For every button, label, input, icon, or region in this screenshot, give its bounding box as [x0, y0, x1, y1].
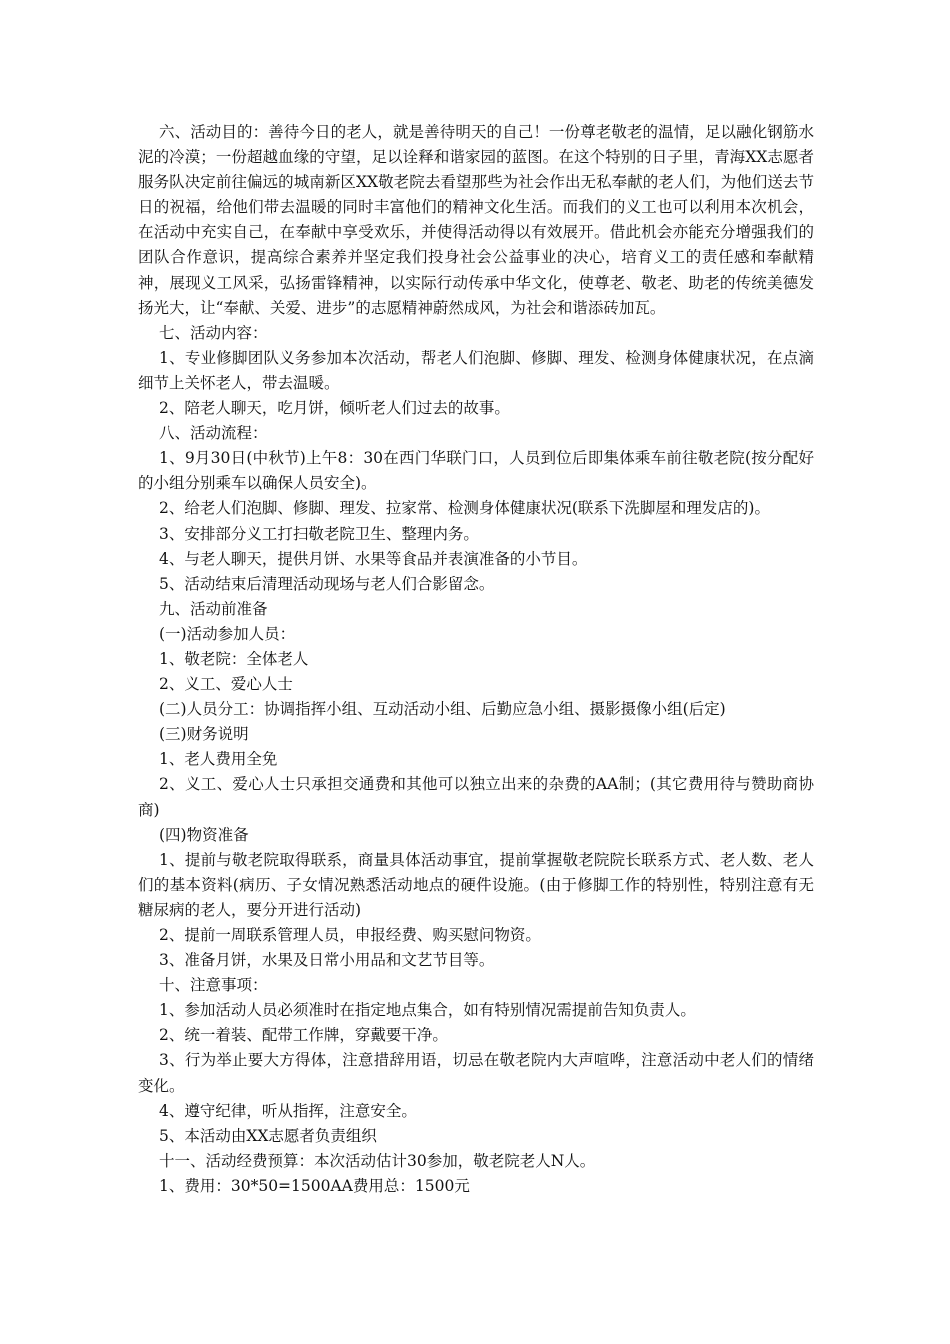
paragraph: 2、义工、爱心人士 [159, 675, 293, 694]
paragraph: 1、提前与敬老院取得联系，商量具体活动事宜，提前掌握敬老院院长联系方式、老人数、老人们的基本资料(病历、子女情况熟悉活动地点的硬件设施。(由于修脚工作的特别性，特别注意有无糖尿病的老人，要分开进行活动) [138, 850, 814, 919]
paragraph: 1、专业修脚团队义务参加本次活动，帮老人们泡脚、修脚、理发、检测身体健康状况，在点滴细节上关怀老人，带去温暖。 [138, 348, 814, 392]
paragraph: 5、活动结束后清理活动现场与老人们合影留念。 [159, 574, 495, 593]
heading-activity-content: 七、活动内容： [159, 323, 268, 342]
heading-notes: 十、注意事项： [159, 976, 268, 995]
paragraph: 3、安排部分义工打扫敬老院卫生、整理内务。 [159, 524, 479, 543]
paragraph: 4、与老人聊天，提供月饼、水果等食品并表演准备的小节目。 [159, 549, 588, 568]
paragraph: 1、老人费用全免 [159, 750, 278, 769]
paragraph: 2、提前一周联系管理人员，申报经费、购买慰问物资。 [159, 926, 541, 944]
paragraph: 3、行为举止要大方得体，注意措辞用语，切忌在敬老院内大声喧哗，注意活动中老人们的情绪变化。 [138, 1051, 814, 1095]
paragraph: 2、义工、爱心人士只承担交通费和其他可以独立出来的杂费的AA制；(其它费用待与赞助商协商) [138, 775, 814, 819]
heading-activity-process: 八、活动流程： [159, 424, 268, 443]
paragraph: 3、准备月饼，水果及日常小用品和文艺节目等。 [159, 951, 495, 970]
subheading-division: (二)人员分工：协调指挥小组、互动活动小组、后勤应急小组、摄影摄像小组(后定) [159, 700, 726, 719]
heading-preparation: 九、活动前准备 [159, 599, 268, 618]
subheading-participants: (一)活动参加人员： [159, 624, 296, 643]
subheading-finance: (三)财务说明 [159, 725, 249, 744]
paragraph: 2、统一着装、配带工作牌，穿戴要干净。 [159, 1026, 448, 1045]
paragraph-purpose: 六、活动目的：善待今日的老人，就是善待明天的自己！一份尊老敬老的温情，足以融化钢筋水泥的冷漠；一份超越血缘的守望，足以诠释和谐家园的蓝图。在这个特别的日子里，青海XX志愿者服务队决定前往偏远的城南新区XX敬老院去看望那些为社会作出无私奉献的老人们，为他们送去节日的祝福，给他们带去温暖的同时丰富他们的精神文化生活。而我们的义工也可以利用本次机会，在活动中充实自己，在奉献中享受欢乐，并使得活动得以有效展开。借此机会亦能充分增强我们的团队合作意识，提高综合素养并坚定我们投身社会公益事业的决心，培育义工的责任感和奉献精神，展现义工风采，弘扬雷锋精神，以实际行动传承中华文化，使尊老、敬老、助老的传统美德发扬光大，让“奉献、关爱、进步”的志愿精神蔚然成风，为社会和谐添砖加瓦。 [138, 123, 814, 317]
subheading-materials: (四)物资准备 [159, 825, 249, 844]
paragraph: 1、敬老院：全体老人 [159, 649, 309, 668]
paragraph: 1、9月30日(中秋节)上午8：30在西门华联门口，人员到位后即集体乘车前往敬老院(按分配好的小组分别乘车以确保人员安全)。 [138, 449, 814, 493]
paragraph: 1、费用：30*50=1500AA费用总：1500元 [159, 1176, 470, 1195]
paragraph: 4、遵守纪律，听从指挥，注意安全。 [159, 1101, 417, 1120]
paragraph: 2、陪老人聊天，吃月饼，倾听老人们过去的故事。 [159, 399, 510, 418]
document-body [138, 120, 814, 1199]
paragraph: 1、参加活动人员必须准时在指定地点集合，如有特别情况需提前告知负责人。 [159, 1001, 696, 1020]
paragraph: 5、本活动由XX志愿者负责组织 [159, 1126, 377, 1145]
heading-budget: 十一、活动经费预算：本次活动估计30参加，敬老院老人N人。 [159, 1151, 596, 1170]
paragraph: 2、给老人们泡脚、修脚、理发、拉家常、检测身体健康状况(联系下洗脚屋和理发店的)。 [159, 499, 770, 518]
